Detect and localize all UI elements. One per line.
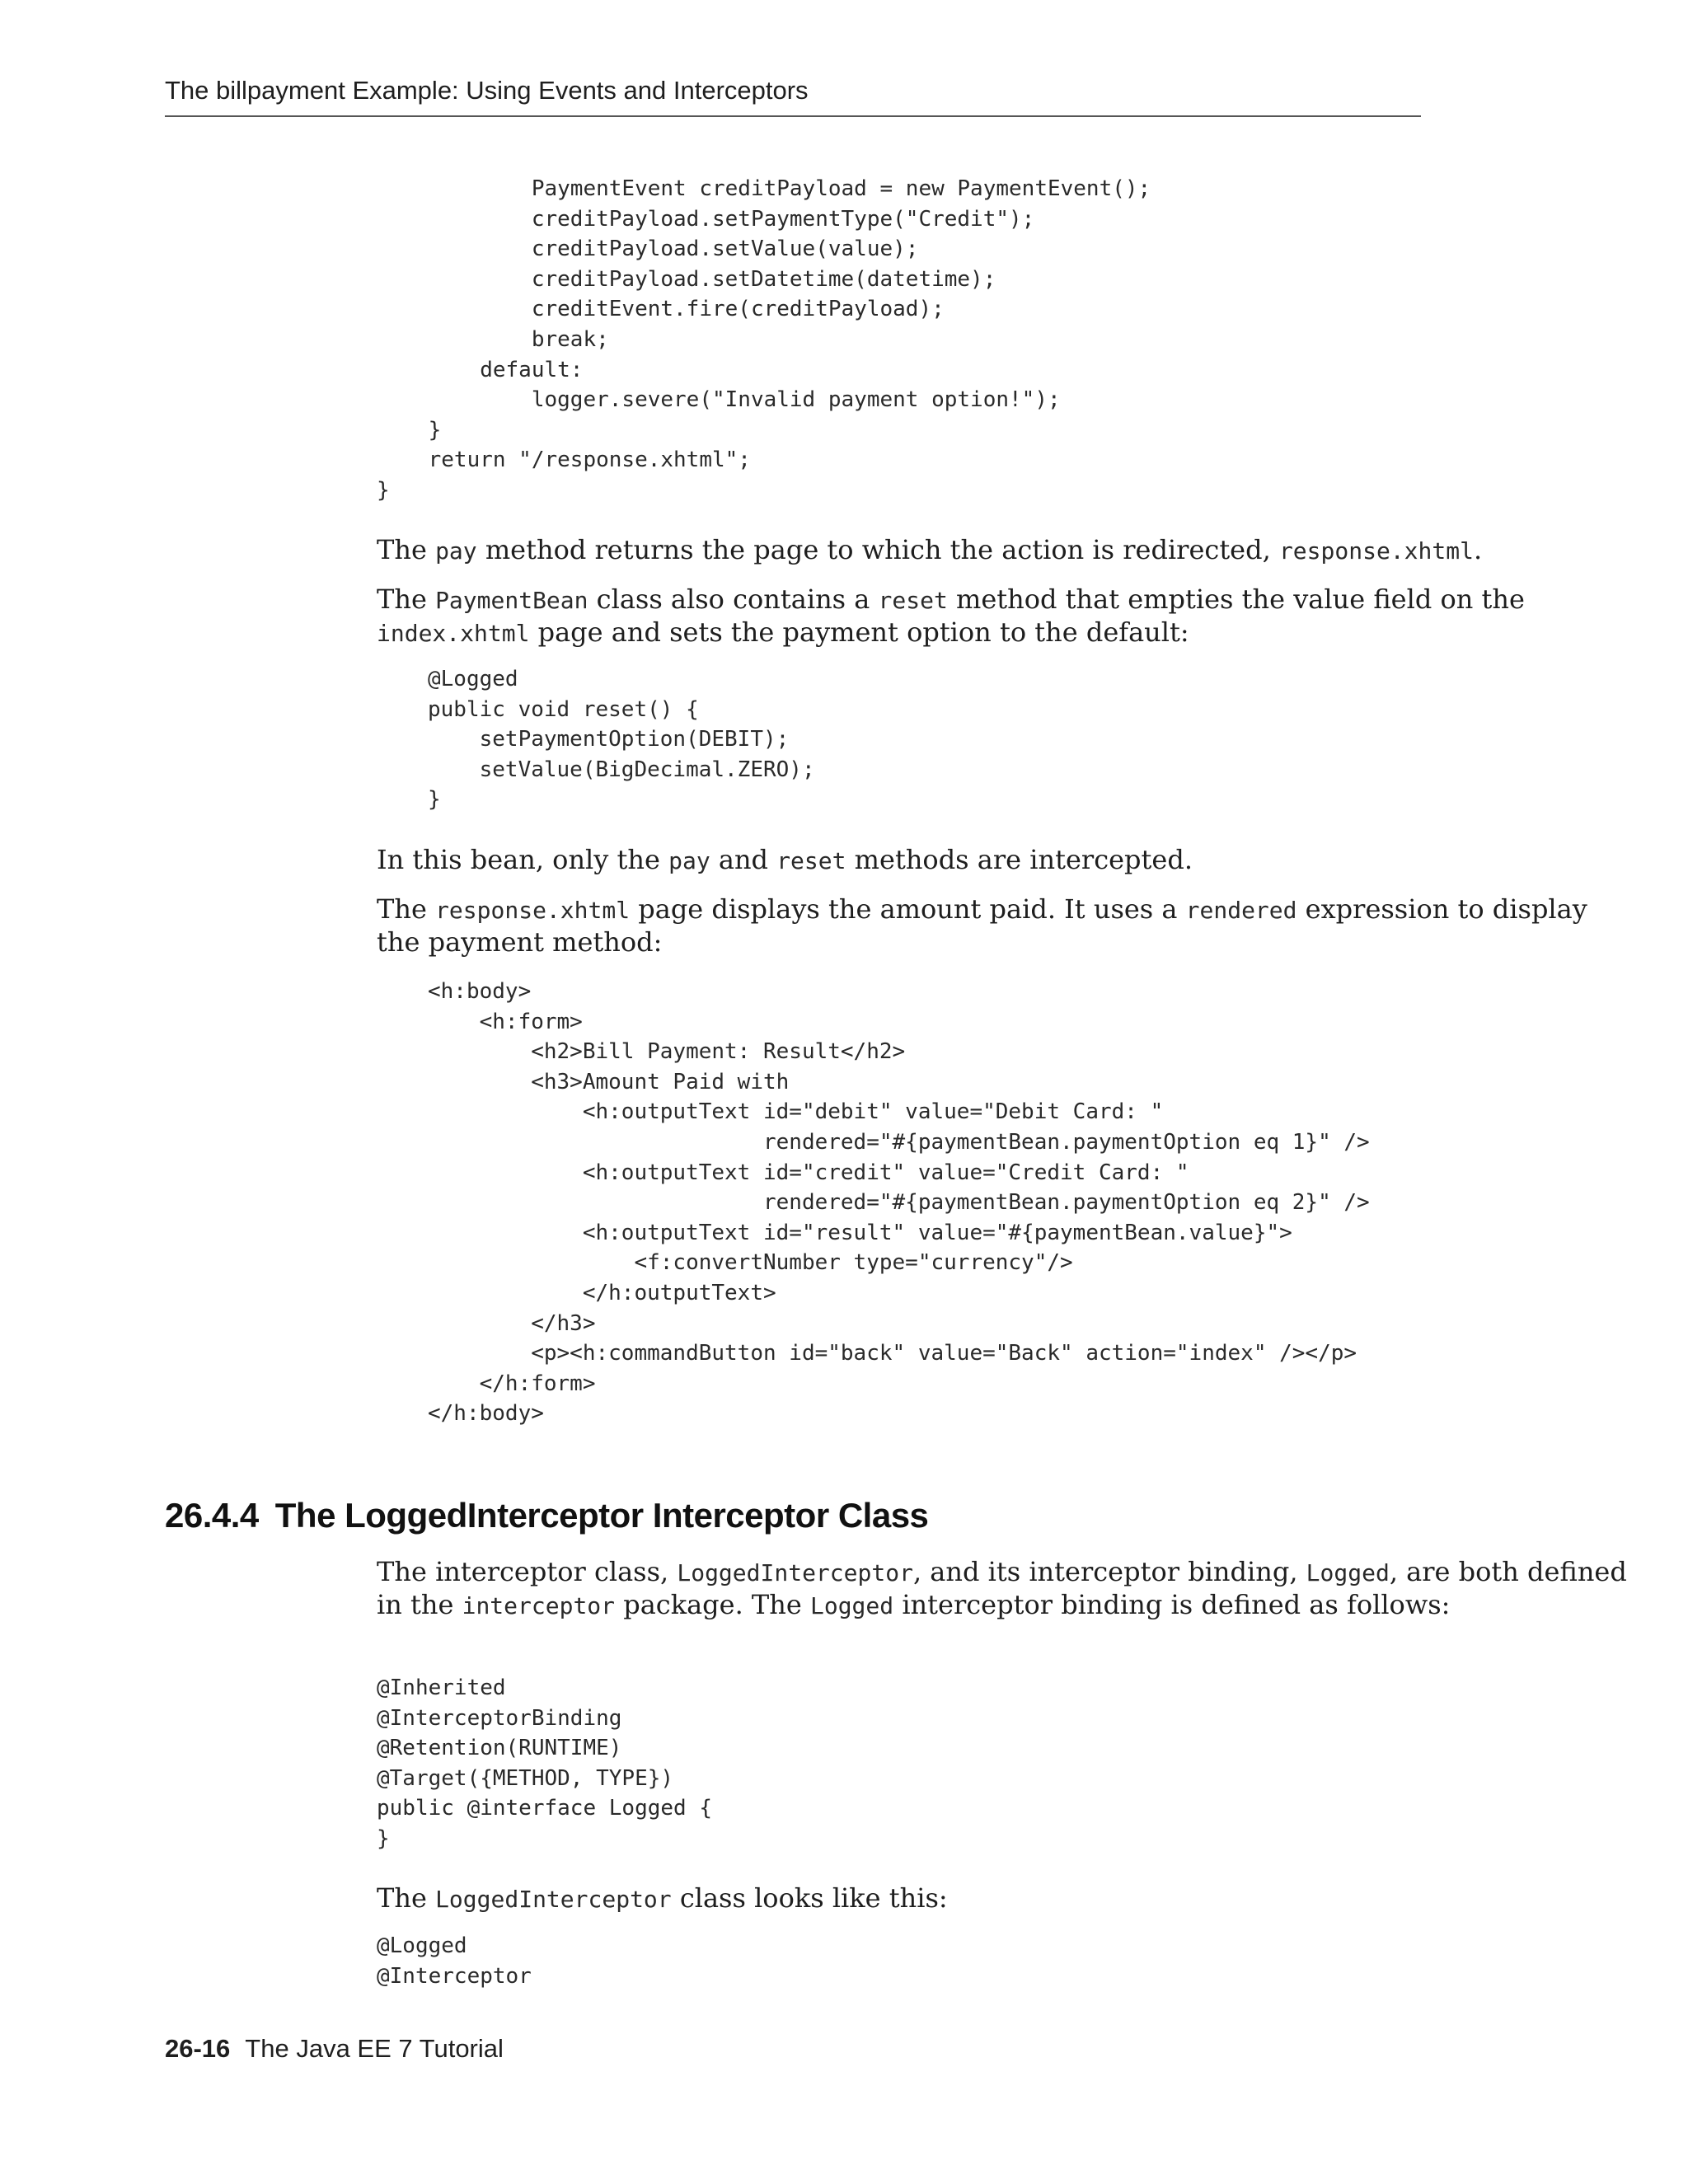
paragraph-response-page: The response.xhtml page displays the amount paid. It uses a rendered expression to display the payment method: <box>377 893 1587 958</box>
section-heading <box>165 1496 928 1535</box>
code-block-logged-interceptor: @Logged @Interceptor <box>377 1933 532 1989</box>
paragraph-reset-method: The PaymentBean class also contains a reset method that empties the value field on the index.xhtml page and sets the payment option to the default: <box>377 583 1525 648</box>
page-footer <box>165 2034 504 2064</box>
header-rule <box>165 115 1421 117</box>
page-number: 26-16 <box>165 2034 231 2063</box>
paragraph-pay-returns: The pay method returns the page to which the action is redirected, response.xhtml. <box>377 534 1483 565</box>
running-header: The billpayment Example: Using Events and Interceptors <box>165 76 809 105</box>
paragraph-logged-interceptor: The LoggedInterceptor class looks like this: <box>377 1882 948 1914</box>
code-block-reset: @Logged public void reset() { setPaymentOption(DEBIT); setValue(BigDecimal.ZERO); } <box>428 667 815 813</box>
section-title: The LoggedInterceptor Interceptor Class <box>274 1496 929 1535</box>
code-block-logged-binding: @Inherited @InterceptorBinding @Retention(RUNTIME) @Target({METHOD, TYPE}) public @interface Logged { } <box>377 1675 712 1851</box>
code-block-response-xhtml: <h:body> <h:form> <h2>Bill Payment: Result</h2> <h3>Amount Paid with <h:outputText id="debit" value="Debit Card: " rendered="#{paymentBean.paymentOption eq 1}" /> <h:outputText id="credit" value="Credit Card: " rendered="#{paymentBean.paymentOption eq 2}" /> <h:outputText id="result" value="#{paymentBean.value}"> <f:convertNumber type="currency"/> </h:outputText> </h3> <p><h:commandButton id="back" value="Back" action="index" /></p> </h:form> </h:body> <box>428 979 1370 1427</box>
book-title: The Java EE 7 Tutorial <box>245 2034 504 2063</box>
paragraph-interceptor-class: The interceptor class, LoggedInterceptor, and its interceptor binding, Logged, are both defined in the interceptor package. The Logged interceptor binding is defined as follows: <box>377 1556 1627 1620</box>
code-block-pay-method-end: PaymentEvent creditPayload = new PaymentEvent(); creditPayload.setPaymentType("Credit"); creditPayload.setValue(value); creditPayload.setDatetime(datetime); creditEvent.fire(creditPayload); break; default: logger.severe("Invalid payment option!"); } return "/response.xhtml"; } <box>377 176 1151 503</box>
section-number: 26.4.4 <box>165 1496 259 1535</box>
paragraph-intercepted-methods: In this bean, only the pay and reset methods are intercepted. <box>377 844 1193 875</box>
